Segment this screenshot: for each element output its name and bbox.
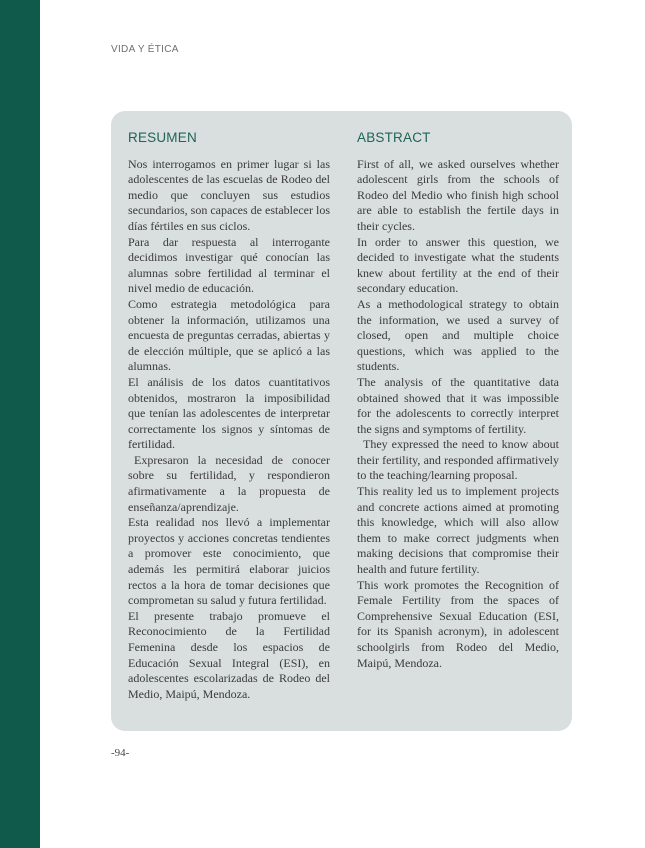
abstract-paragraph: As a methodological strategy to obtain the information, we used a survey of closed, open and multiple choice questions, which was applied to the students. <box>357 296 559 374</box>
abstract-heading: ABSTRACT <box>357 130 431 145</box>
abstract-panel <box>111 111 572 731</box>
abstract-paragraph: In order to answer this question, we decided to investigate what the students knew about fertility at the end of their secondary education. <box>357 234 559 296</box>
resumen-heading: RESUMEN <box>128 130 197 145</box>
abstract-paragraph: The analysis of the quantitative data obtained showed that it was impossible for the adolescents to correctly interpret the signs and symptoms of fertility. <box>357 374 559 436</box>
page-number: -94- <box>111 747 130 759</box>
abstract-paragraph: First of all, we asked ourselves whether adolescent girls from the schools of Rodeo del Medio who finish high school are able to establish the fertile days in their cycles. <box>357 156 559 233</box>
resumen-paragraph: Expresaron la necesidad de conocer sobre su fertilidad, y respondieron afirmativamente a la propuesta de enseñanza/aprendizaje. <box>128 452 330 514</box>
resumen-paragraph: Esta realidad nos llevó a implementar proyectos y acciones concretas tendientes a promover este conocimiento, que además les permitirá elaborar juicios rectos a la hora de tomar decisiones que comprometan su salud y futura fertilidad. <box>128 515 330 608</box>
abstract-paragraph: They expressed the need to know about their fertility, and responded affirmatively to the teaching/learning proposal. <box>357 437 559 483</box>
resumen-paragraph: Para dar respuesta al interrogante decidimos investigar qué conocían las alumnas sobre fertilidad al terminar el nivel medio de educación. <box>128 234 330 296</box>
resumen-paragraph: Como estrategia metodológica para obtener la información, utilizamos una encuesta de preguntas cerradas, abiertas y de elección múltiple, que se aplicó a las alumnas. <box>128 296 330 374</box>
resumen-paragraph: El análisis de los datos cuantitativos obtenidos, mostraron la imposibilidad que tenían las adolescentes de interpretar correctamente los signos y síntomas de fertilidad. <box>128 374 330 452</box>
abstract-paragraph: This reality led us to implement projects and concrete actions aimed at promoting this knowledge, which will also allow them to make correct judgments when making decisions that compromise their health and future fertility. <box>357 484 559 577</box>
resumen-paragraph: El presente trabajo promueve el Reconocimiento de la Fertilidad Femenina desde los espacios de Educación Sexual Integral (ESI), en adolescentes escolarizadas de Rodeo del Medio, Maipú, Mendoza. <box>128 608 330 701</box>
side-color-band <box>0 0 40 848</box>
abstract-paragraph: This work promotes the Recognition of Female Fertility from the spaces of Comprehensive Sexual Education (ESI, for its Spanish acronym), in adolescent schoolgirls from Rodeo del Medio, Maipú, Mendoza. <box>357 577 559 670</box>
abstract-column <box>357 130 559 671</box>
running-head: VIDA Y ÉTICA <box>111 44 179 55</box>
resumen-paragraph: Nos interrogamos en primer lugar si las adolescentes de las escuelas de Rodeo del medio que concluyen sus estudios secundarios, son capaces de establecer los días fértiles en sus ciclos. <box>128 156 330 233</box>
resumen-column <box>128 130 330 702</box>
